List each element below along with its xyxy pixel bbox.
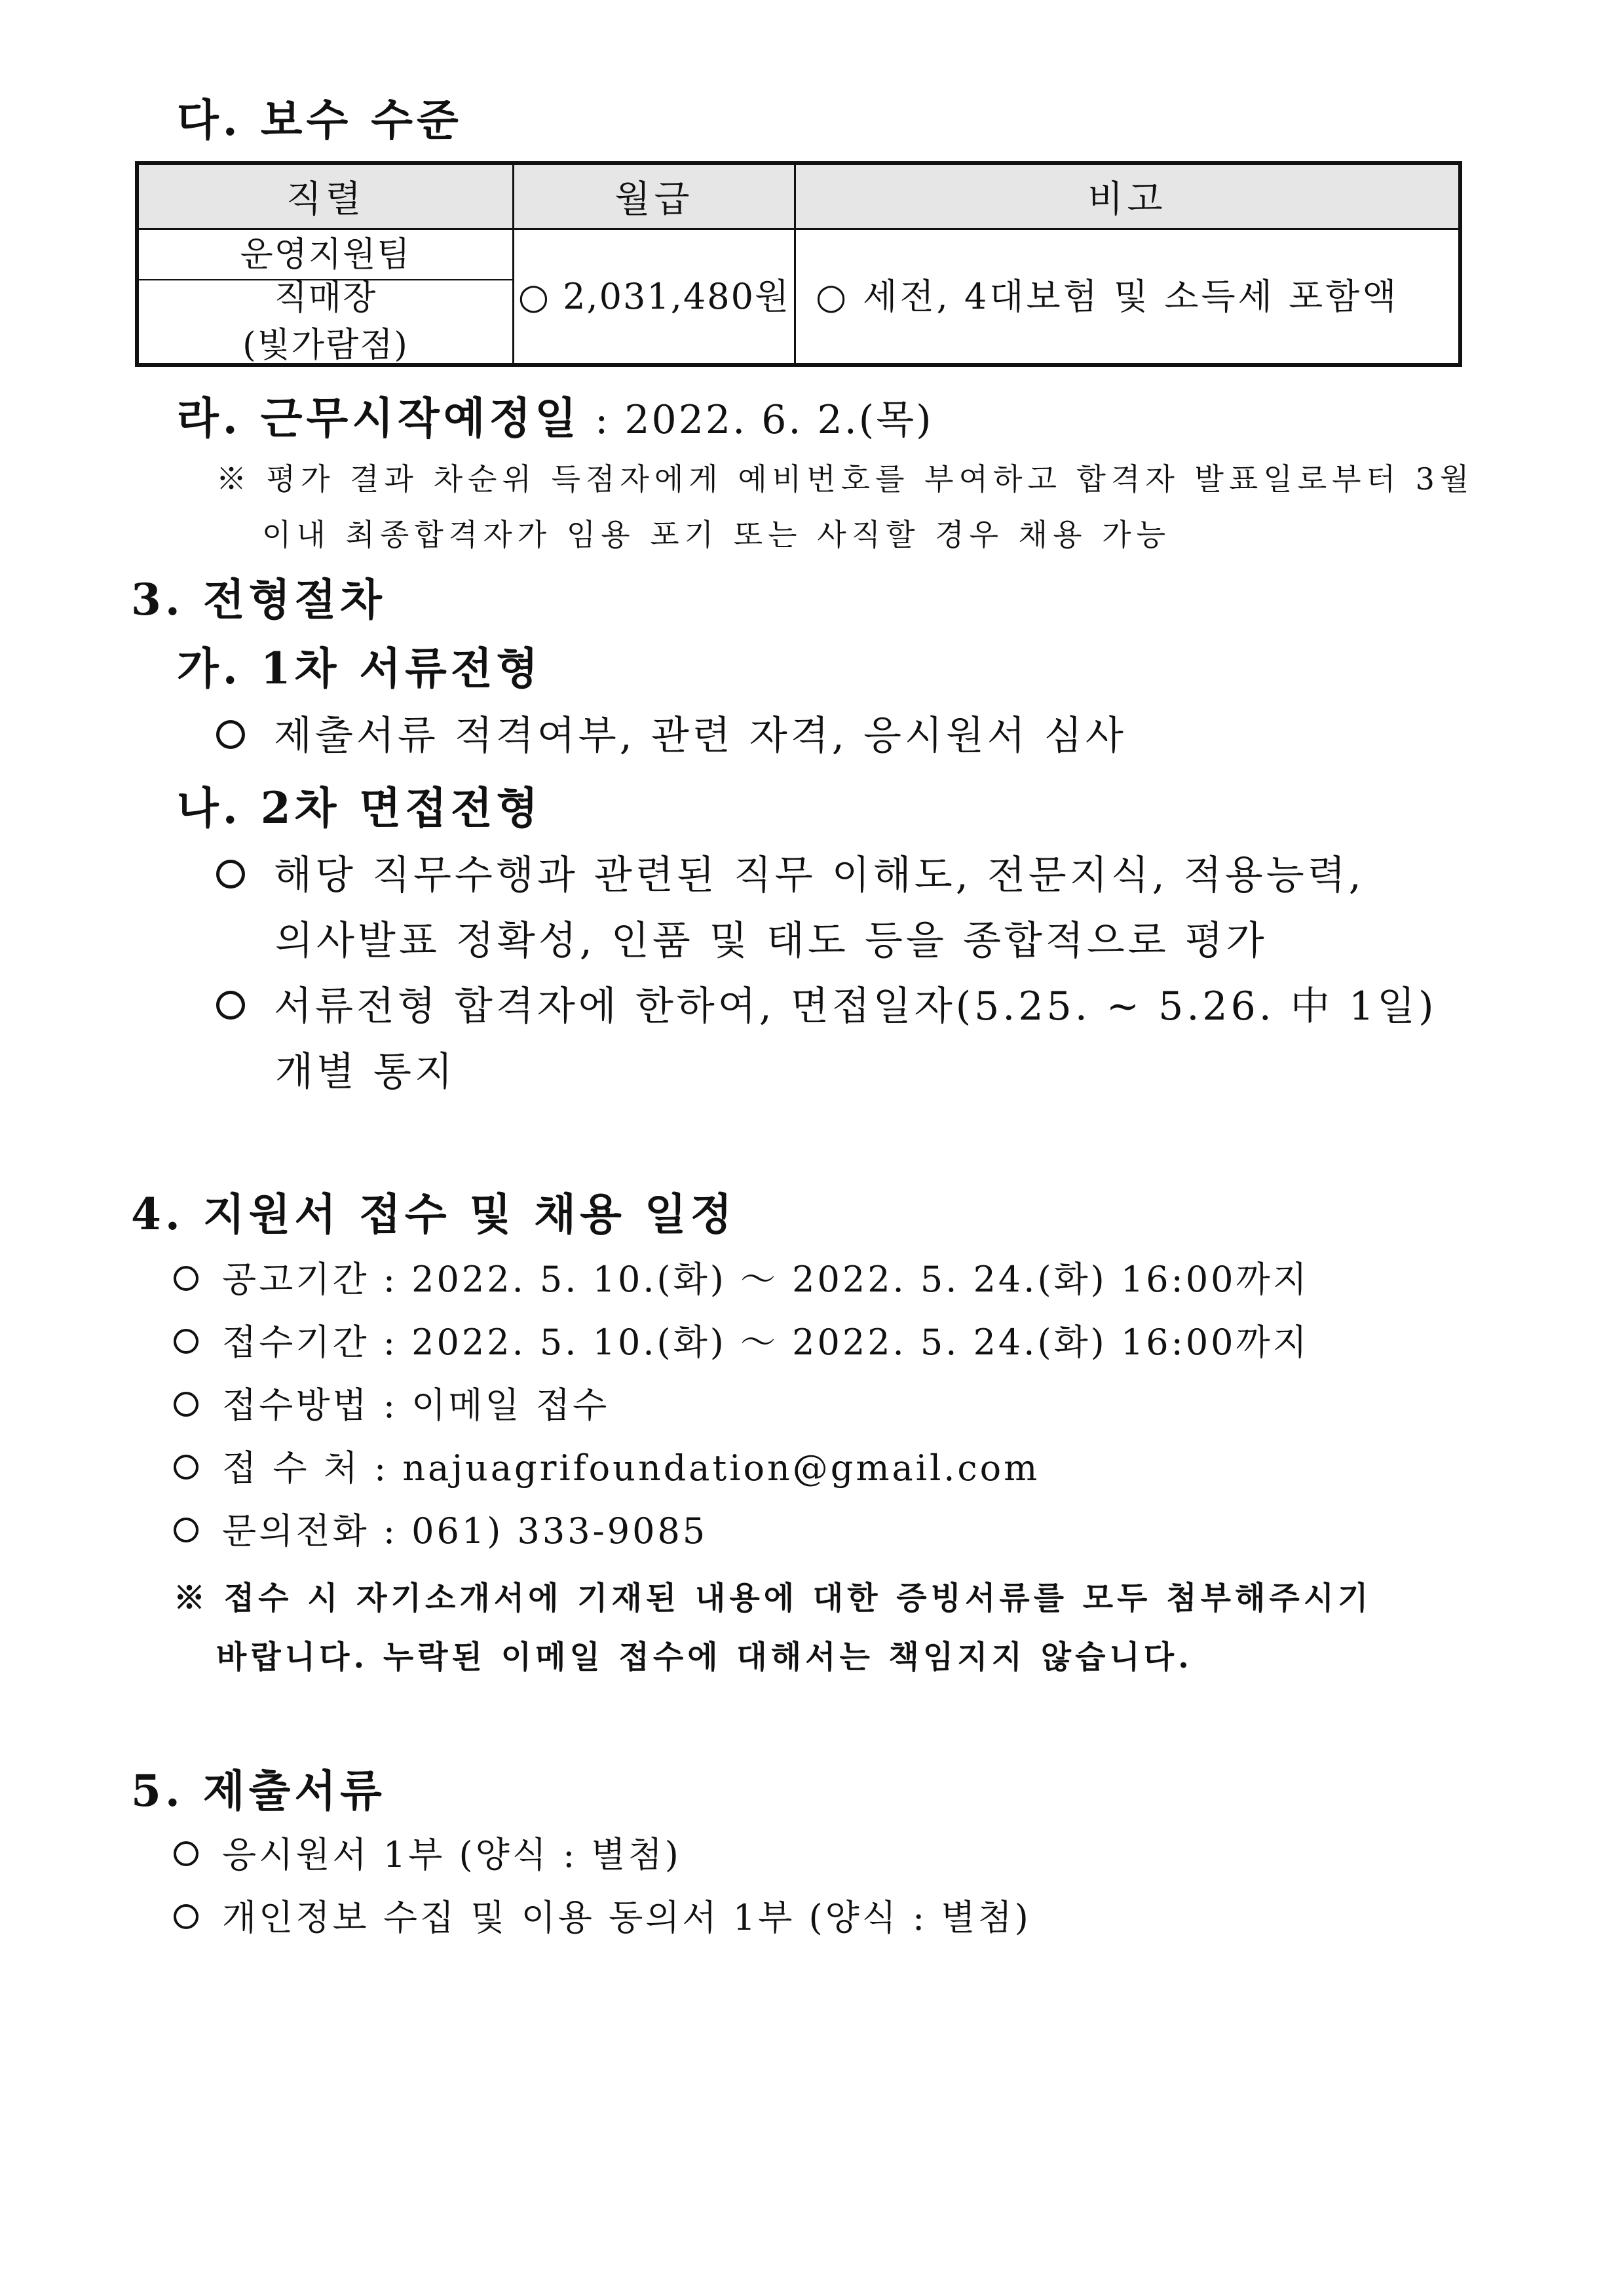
start-date-label: 라. 근무시작예정일 bbox=[177, 392, 581, 444]
documents-item-text: 개인정보 수집 및 이용 동의서 1부 (양식 : 별첨) bbox=[222, 1897, 1031, 1938]
circle-bullet-icon bbox=[216, 991, 245, 1020]
circle-bullet-icon bbox=[174, 1329, 198, 1354]
circle-bullet-icon bbox=[174, 1904, 198, 1929]
documents-heading: 5. 제출서류 bbox=[131, 1765, 386, 1816]
procedure-step2-text: 해당 직무수행과 관련된 직무 이해도, 전문지식, 적용능력, bbox=[274, 852, 1365, 898]
job-type-store-name: 직매장 bbox=[274, 278, 377, 318]
procedure-step2-heading: 나. 2차 면접전형 bbox=[177, 782, 542, 833]
remark-value: ○ 세전, 4대보험 및 소득세 포함액 bbox=[816, 275, 1399, 317]
start-date-note: 이내 최종합격자가 임용 포기 또는 사직할 경우 채용 가능 bbox=[262, 517, 1171, 552]
circle-bullet-icon bbox=[216, 860, 245, 889]
start-date-note: ※ 평가 결과 차순위 득점자에게 예비번호를 부여하고 합격자 발표일로부터 3월 bbox=[216, 461, 1475, 497]
salary-value: ○ 2,031,480원 bbox=[518, 275, 791, 317]
circle-bullet-icon bbox=[174, 1392, 198, 1417]
schedule-item-text: 공고기간 : 2022. 5. 10.(화) ～ 2022. 5. 24.(화) 16:00까지 bbox=[222, 1259, 1310, 1300]
pay-level-heading: 다. 보수 수준 bbox=[177, 94, 463, 145]
schedule-item bbox=[174, 1314, 1310, 1365]
schedule-item bbox=[174, 1503, 708, 1554]
circle-bullet-icon bbox=[174, 1455, 198, 1480]
procedure-step1-heading: 가. 1차 서류전형 bbox=[177, 643, 542, 694]
circle-bullet-icon bbox=[174, 1518, 198, 1542]
pay-table bbox=[135, 161, 1462, 367]
procedure-step2-item-cont: 개별 통지 bbox=[275, 1049, 456, 1095]
schedule-item bbox=[174, 1377, 609, 1428]
documents-item bbox=[174, 1890, 1031, 1940]
schedule-item bbox=[174, 1440, 1040, 1491]
circle-bullet-icon bbox=[174, 1266, 198, 1291]
procedure-step2-text: 서류전형 합격자에 한하여, 면접일자(5.25. ~ 5.26. 中 1일) bbox=[274, 984, 1437, 1029]
schedule-item bbox=[174, 1252, 1310, 1302]
schedule-item-text: 접 수 처 : najuagrifoundation@gmail.com bbox=[222, 1447, 1040, 1489]
header-salary: 월급 bbox=[614, 178, 694, 221]
header-job-type: 직렬 bbox=[286, 178, 366, 221]
schedule-heading: 4. 지원서 접수 및 채용 일정 bbox=[131, 1189, 736, 1240]
schedule-item-text: 문의전화 : 061) 333-9085 bbox=[222, 1510, 708, 1552]
job-type-team: 운영지원팀 bbox=[240, 235, 411, 275]
procedure-step1-item bbox=[216, 704, 1127, 761]
start-date-line bbox=[177, 383, 934, 446]
schedule-item-text: 접수방법 : 이메일 접수 bbox=[222, 1385, 610, 1426]
documents-item bbox=[174, 1827, 681, 1877]
procedure-step1-text: 제출서류 적격여부, 관련 자격, 응시원서 심사 bbox=[274, 713, 1127, 759]
job-type-store-branch: (빛가람점) bbox=[242, 326, 409, 365]
procedure-step2-item-cont: 의사발표 정확성, 인품 및 태도 등을 종합적으로 평가 bbox=[275, 918, 1268, 964]
documents-item-text: 응시원서 1부 (양식 : 별첨) bbox=[222, 1834, 681, 1875]
header-remark: 비고 bbox=[1087, 178, 1167, 221]
procedure-step2-item bbox=[216, 975, 1437, 1031]
circle-bullet-icon bbox=[216, 720, 245, 749]
schedule-item-text: 접수기간 : 2022. 5. 10.(화) ～ 2022. 5. 24.(화) 16:00까지 bbox=[222, 1322, 1310, 1363]
start-date-value: : 2022. 6. 2.(목) bbox=[580, 397, 934, 443]
schedule-note: 바랍니다. 누락된 이메일 접수에 대해서는 책임지지 않습니다. bbox=[216, 1639, 1193, 1675]
schedule-note: ※ 접수 시 자기소개서에 기재된 내용에 대한 증빙서류를 모두 첨부해주시기 bbox=[174, 1580, 1372, 1617]
procedure-heading: 3. 전형절차 bbox=[131, 574, 386, 625]
job-type-store bbox=[139, 280, 512, 363]
circle-bullet-icon bbox=[174, 1841, 198, 1866]
procedure-step2-item bbox=[216, 844, 1365, 900]
